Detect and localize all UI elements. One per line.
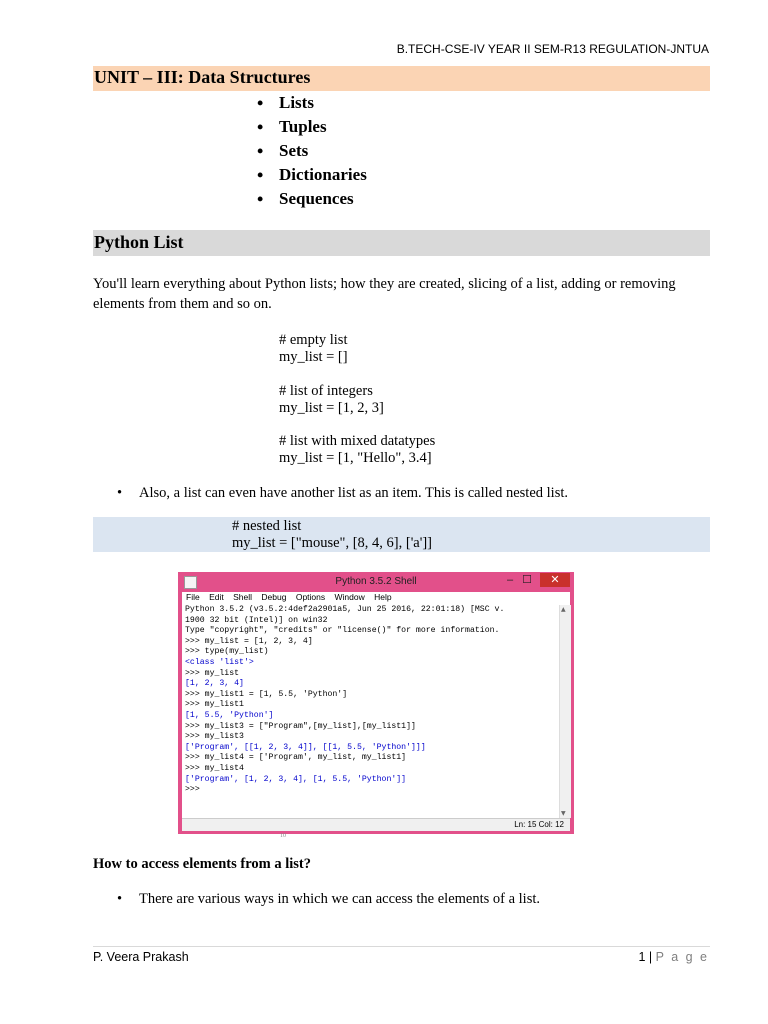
- shell-window-title: Python 3.5.2 Shell: [335, 576, 417, 587]
- menu-shell: Shell: [233, 592, 253, 602]
- console-line: >>> type(my_list): [185, 647, 269, 657]
- section-heading-bar: [93, 230, 710, 256]
- console-line: 1900 32 bit (Intel)] on win32: [185, 615, 328, 625]
- code-line: my_list = []: [279, 349, 348, 365]
- topic-item: • Sequences: [257, 189, 367, 213]
- code-comment: # empty list: [279, 332, 348, 348]
- page-number: 1: [638, 950, 646, 964]
- console-line: <class 'list'>: [185, 657, 254, 667]
- page-label: P a g e: [655, 950, 709, 964]
- running-header: B.TECH-CSE-IV YEAR II SEM-R13 REGULATION-JNTUA: [396, 42, 709, 56]
- bullet-dot: •: [117, 485, 123, 501]
- scroll-down-icon: ▼: [561, 810, 566, 817]
- topic-item: • Lists: [257, 93, 367, 117]
- close-icon: ✕: [540, 573, 570, 587]
- python-shell-screenshot: [178, 572, 574, 834]
- bullet-dot: •: [117, 891, 123, 907]
- console-line: >>> my_list4 = ['Program', my_list, my_list1]: [185, 753, 407, 763]
- footer-page: [638, 950, 709, 964]
- console-line: >>> my_list3: [185, 732, 244, 742]
- console-line: ['Program', [[1, 2, 3, 4]], [[1, 5.5, 'Python']]]: [185, 742, 426, 752]
- console-line: >>> my_list: [185, 668, 240, 678]
- page-separator: |: [648, 950, 653, 964]
- cursor-position: Ln: 15 Col: 12: [514, 820, 564, 829]
- unit-title: UNIT – III: Data Structures: [94, 67, 311, 87]
- code-comment: # list of integers: [279, 383, 373, 399]
- intro-paragraph: You'll learn everything about Python lists; how they are created, slicing of a list, adding or removing elements from them and so on.: [93, 276, 676, 312]
- topic-item: • Dictionaries: [257, 165, 367, 189]
- bullet-text: There are various ways in which we can access the elements of a list.: [139, 891, 541, 907]
- section-title: Python List: [94, 232, 184, 252]
- console-line: >>> my_list1 = [1, 5.5, 'Python']: [185, 689, 348, 699]
- code-line: my_list = ["mouse", [8, 4, 6], ['a']]: [232, 535, 433, 551]
- console-line: Type "copyright", "credits" or "license()" for more information.: [185, 626, 500, 636]
- menu-options: Options: [295, 592, 326, 602]
- console-line: >>> my_list3 = ["Program",[my_list],[my_list1]]: [185, 721, 416, 731]
- shell-statusbar: [182, 818, 570, 831]
- shell-titlebar: [178, 572, 574, 592]
- scroll-up-icon: ▲: [561, 606, 566, 613]
- code-comment: # nested list: [232, 518, 302, 534]
- code-line: my_list = [1, "Hello", 3.4]: [279, 450, 432, 466]
- shell-scrollbar: [559, 605, 571, 818]
- menu-file: File: [186, 592, 200, 602]
- menu-debug: Debug: [261, 592, 287, 602]
- shell-menubar: [182, 592, 570, 605]
- maximize-icon: ☐: [522, 574, 532, 586]
- console-line: >>> my_list4: [185, 763, 244, 773]
- footer-divider: [93, 946, 710, 947]
- menu-help: Help: [374, 592, 392, 602]
- topic-item: • Sets: [257, 141, 367, 165]
- console-line: >>>: [185, 785, 205, 795]
- console-line: >>> my_list = [1, 2, 3, 4]: [185, 636, 313, 646]
- minimize-icon: –: [506, 574, 514, 586]
- code-comment: # list with mixed datatypes: [279, 433, 436, 449]
- console-line: Python 3.5.2 (v3.5.2:4def2a2901a5, Jun 25 2016, 22:01:18) [MSC v.: [185, 605, 505, 614]
- shell-console: [182, 605, 559, 818]
- bullet-text: Also, a list can even have another list as an item. This is called nested list.: [139, 485, 568, 501]
- console-line: ['Program', [1, 2, 3, 4], [1, 5.5, 'Python']]: [185, 774, 407, 784]
- nested-list-code-block: [93, 517, 710, 552]
- topic-item: • Tuples: [257, 117, 367, 141]
- console-line: >>> my_list1: [185, 700, 244, 710]
- figure-mark: 10: [280, 833, 286, 839]
- subheading-question: How to access elements from a list?: [93, 856, 311, 872]
- console-line: [1, 2, 3, 4]: [185, 679, 244, 689]
- code-line: my_list = [1, 2, 3]: [279, 400, 384, 416]
- unit-heading-bar: [93, 66, 710, 91]
- menu-edit: Edit: [209, 592, 224, 602]
- topic-list: [257, 93, 367, 213]
- console-line: [1, 5.5, 'Python']: [185, 710, 274, 720]
- footer-author: P. Veera Prakash: [93, 950, 189, 964]
- menu-window: Window: [334, 592, 365, 602]
